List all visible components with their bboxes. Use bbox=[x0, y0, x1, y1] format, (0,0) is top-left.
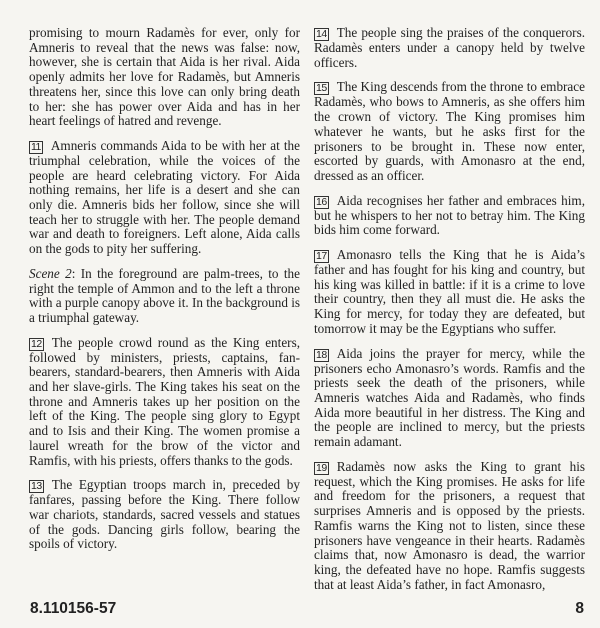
paragraph-text: The King descends from the throne to embrace Radamès, who bows to Amneris, as she offers him the crown of victory. The King promises him whatever he wants, but he asks first for the prisoners to be brought in. These now enter, escorted by guards, with Amonasro at the end, dressed as an officer. bbox=[314, 79, 585, 183]
cue-number: 11 bbox=[31, 140, 41, 153]
cue-number: 13 bbox=[31, 480, 42, 493]
cue-number: 12 bbox=[31, 337, 42, 350]
cue-number: 14 bbox=[316, 28, 327, 40]
paragraph-text: The people crowd round as the King enters, followed by ministers, priests, captains, fan-bearers, standard-bearers, then Amneris with Aida and her slave-girls. The King takes his seat on the throne and Amneris takes up her position on the left of the King. The people sing glory to Egypt and to Isis and their King. The women promise a laurel wreath for the brow of the victor and Ramfis, with his priests, offers thanks to the gods. bbox=[29, 334, 300, 468]
cue-number: 16 bbox=[316, 195, 327, 208]
paragraph-text: : In the foreground are palm-trees, to the right the temple of Ammon and to the left a throne with a purple canopy above it. In the background is a triumphal gateway. bbox=[29, 265, 301, 325]
page-number: 8 bbox=[575, 600, 584, 618]
paragraph-text: Amneris commands Aida to be with her at the triumphal celebration, while the voices of the people are heard celebrating victory. For Aida nothing remains, her life is a desert and she can only die. Amneris bids her follow, since she will teach her to struggle with her. The people demand war and death to foreigners. Left alone, Aida calls on the gods to pity her suffering. bbox=[29, 137, 300, 257]
paragraph-13 bbox=[29, 478, 300, 552]
paragraph-text: Amonasro tells the King that he is Aida’s father and has fought for his king and country, but his king was killed in battle: if it is a crime to love their country, then they all must die. He asks the King for mercy, for today they are defeated, but tomorrow it may be the Egyptians who suffer. bbox=[314, 247, 585, 336]
paragraph-14 bbox=[314, 26, 585, 70]
paragraph-17 bbox=[314, 248, 585, 337]
cue-number: 19 bbox=[316, 461, 327, 474]
paragraph-11 bbox=[29, 139, 300, 257]
paragraph-16 bbox=[314, 194, 585, 238]
cue-number: 18 bbox=[316, 348, 327, 361]
scene-label: Scene 2 bbox=[29, 265, 72, 281]
page-footer bbox=[29, 592, 585, 618]
paragraph-text: Aida joins the prayer for mercy, while the prisoners echo Amonasro’s words. Ramfis and the priests seek the death of the prisoners, while Amneris watches Aida and Radamès, who finds Aida more beautiful in her distress. The King and the people are inclined to mercy, but the priests remain adamant. bbox=[314, 345, 585, 450]
right-column bbox=[314, 26, 585, 592]
paragraph-scene-2 bbox=[29, 267, 300, 326]
paragraph-text: The people sing the praises of the conquerors. Radamès enters under a canopy held by twelve officers. bbox=[314, 25, 585, 70]
paragraph-text: Radamès now asks the King to grant his request, which the King promises. He asks for life and freedom for the prisoners, a request that surprises Amneris and is opposed by the priests. Ramfis warns the King not to listen, since these prisoners have vengeance in their hearts. Radamès claims that, now Amonasro is dead, the warrior king, the defeated have no hope. Ramfis suggests that at least Aida’s father, in fact Amonasro, bbox=[314, 458, 585, 592]
left-column bbox=[29, 26, 300, 552]
catalogue-number: 8.110156-57 bbox=[30, 600, 117, 618]
paragraph-12 bbox=[29, 336, 300, 469]
paragraph-15 bbox=[314, 80, 585, 183]
paragraph-text: Aida recognises her father and embraces him, but he whispers to her not to betray him. The King bids him come forward. bbox=[314, 192, 585, 238]
cue-number: 15 bbox=[316, 82, 327, 95]
paragraph-intro: promising to mourn Radamès for ever, only for Amneris to reveal that the news was false: now, however, she is certain that Aida is her rival. Aida openly admits her love for Radamès, but Amneris threatens her, since this love can only bring death to her: she has power over Aida and has in her heart feelings of hatred and revenge. bbox=[29, 25, 300, 129]
paragraph-19 bbox=[314, 460, 585, 593]
paragraph-18 bbox=[314, 347, 585, 450]
cue-number: 17 bbox=[316, 250, 327, 263]
paragraph-text: The Egyptian troops march in, preceded by fanfares, passing before the King. There follow war chariots, standards, sacred vessels and statues of the gods. Dancing girls follow, bearing the spoils of victory. bbox=[29, 477, 300, 552]
text-columns bbox=[29, 26, 585, 592]
